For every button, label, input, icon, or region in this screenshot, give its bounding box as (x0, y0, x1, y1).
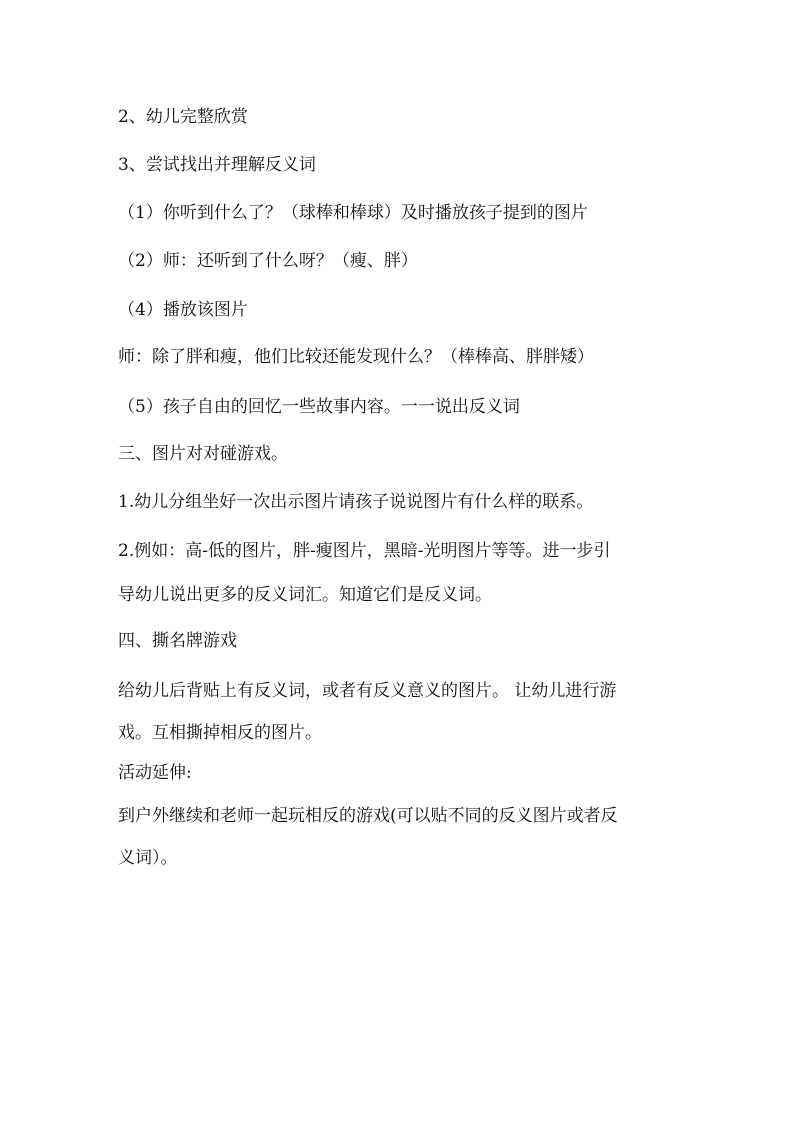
paragraph-10: 2.例如：高-低的图片，胖-瘦图片，黑暗-光明图片等等。进一步引 (118, 541, 611, 561)
section-heading-3: 三、图片对对碰游戏。 (118, 444, 288, 464)
paragraph-9: 1.幼儿分组坐好一次出示图片请孩子说说图片有什么样的联系。 (118, 492, 594, 512)
paragraph-6: 师：除了胖和瘦，他们比较还能发现什么？（棒棒高、胖胖矮） (118, 347, 594, 367)
activity-extension-heading: 活动延伸: (118, 763, 192, 783)
paragraph-1: 2、幼儿完整欣赏 (118, 107, 248, 127)
paragraph-12-continued: 戏。互相撕掉相反的图片。 (118, 723, 322, 743)
paragraph-2: 3、尝试找出并理解反义词 (118, 155, 316, 175)
paragraph-15: 到户外继续和老师一起玩相反的游戏(可以贴不同的反义图片或者反 (118, 806, 618, 826)
section-heading-4: 四、撕名牌游戏 (118, 631, 237, 651)
paragraph-3: （1）你听到什么了？（球棒和棒球）及时播放孩子提到的图片 (118, 203, 588, 223)
paragraph-7: （5）孩子自由的回忆一些故事内容。一一说出反义词 (118, 397, 520, 417)
paragraph-15-continued: 义词）。 (118, 848, 178, 868)
paragraph-10-continued: 导幼儿说出更多的反义词汇。知道它们是反义词。 (118, 585, 492, 605)
paragraph-5: （4）播放该图片 (118, 300, 248, 320)
paragraph-4: （2）师：还听到了什么呀？（瘦、胖） (118, 251, 418, 271)
paragraph-12: 给幼儿后背贴上有反义词，或者有反义意义的图片。 让幼儿进行游 (118, 681, 617, 701)
